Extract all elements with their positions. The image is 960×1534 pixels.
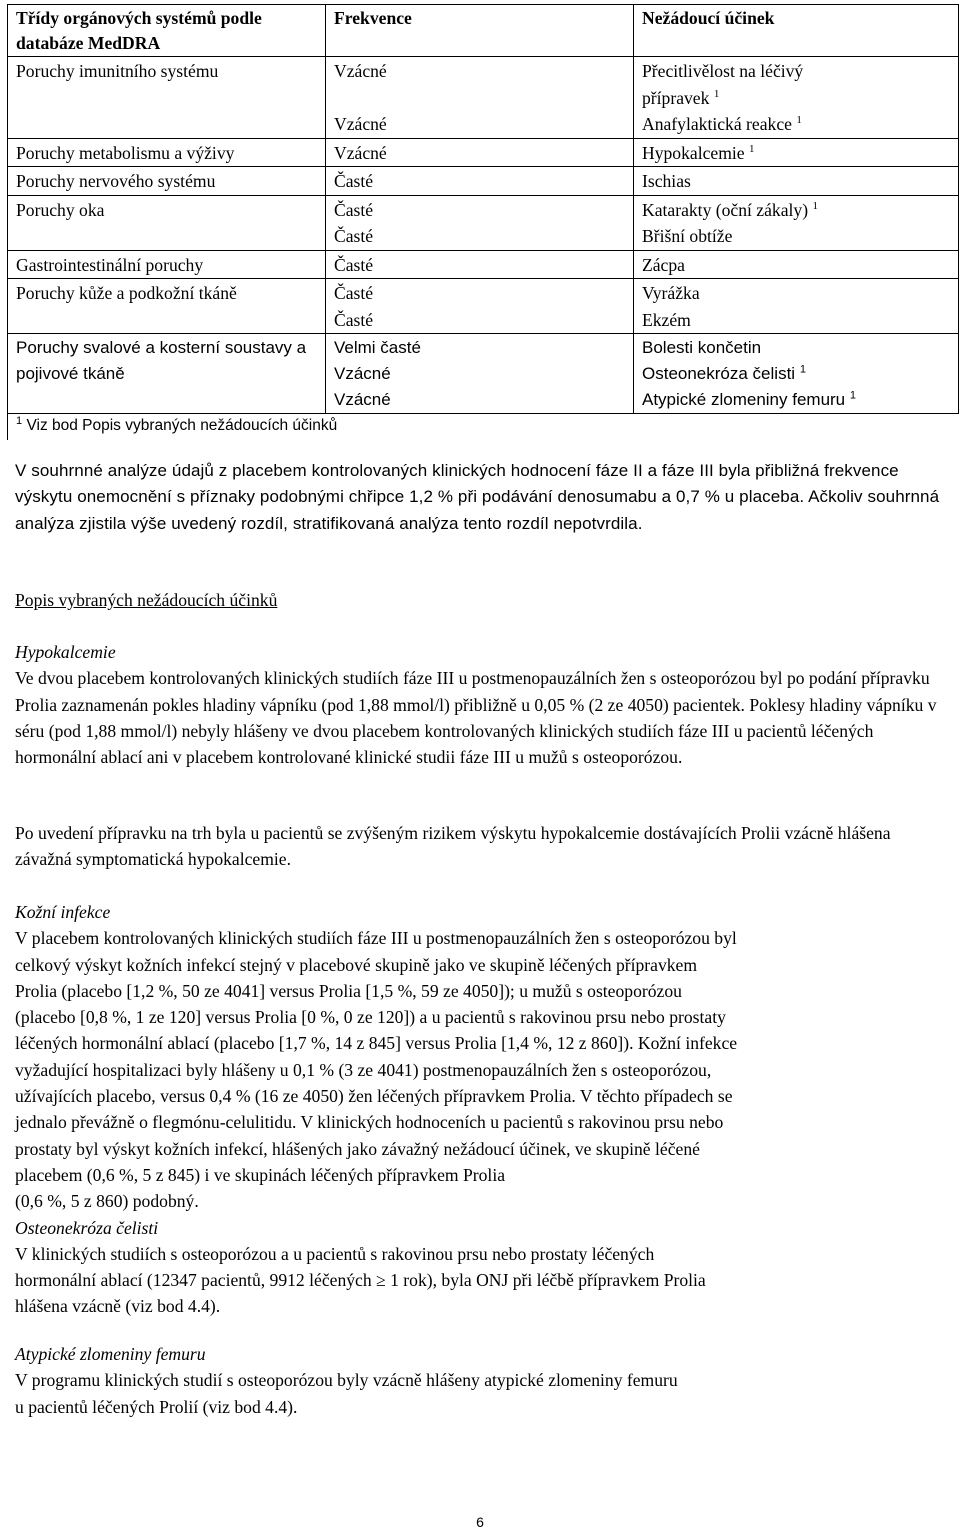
- onj-heading: Osteonekróza čelisti: [15, 1217, 159, 1238]
- section-title: [15, 587, 950, 613]
- frequency-cell: [326, 57, 634, 139]
- skin-line: jednalo převážně o flegmónu-celulitidu. V klinických hodnoceních u pacientů s rakovinou prsu nebo: [15, 1112, 724, 1133]
- page-number: 6: [476, 1514, 484, 1530]
- hypokalcemie-paragraph-2: Po uvedení přípravku na trh byla u pacientů se zvýšeným rizikem výskytu hypokalcemie dostávajících Prolii vzácně hlášena závažná symptomatická hypokalcemie.: [15, 823, 891, 870]
- effect-value: Atypické zlomeniny femuru $^1$: [642, 389, 856, 409]
- table-row: [8, 195, 959, 250]
- table-footnote-row: [8, 414, 959, 441]
- soc-cell: Poruchy oka: [8, 195, 326, 250]
- footnote-mark: 1: [812, 199, 818, 212]
- skin-line: prostaty byl výskyt kožních infekcí, hlášených jako závažný nežádoucí účinek, ve skupině léčené: [15, 1138, 700, 1159]
- atypical-fracture-line: V programu klinických studií s osteoporózou byly vzácně hlášeny atypické zlomeniny femuru: [15, 1370, 678, 1391]
- onj-line: hormonální ablací (12347 pacientů, 9912 léčených ≥ 1 rok), byla ONJ při léčbě přípravkem Prolia: [15, 1270, 706, 1291]
- skin-line: Prolia (placebo [1,2 %, 50 ze 4041] versus Prolia [1,5 %, 59 ze 4050]); u mužů s osteoporózou: [15, 980, 682, 1001]
- effect-cell: [634, 57, 959, 139]
- effect-value: Anafylaktická reakce $^1$: [642, 114, 802, 134]
- effect-value: Osteonekróza čelisti $^1$: [642, 363, 806, 383]
- effect-value: Bolesti končetin: [642, 338, 762, 357]
- table-footnote: $^1$ Viz bod Popis vybraných nežádoucích účinků: [8, 414, 634, 441]
- frequency-value: Vzácné: [334, 114, 387, 134]
- effect-value: Katarakty (oční zákaly) $^1$: [642, 199, 818, 220]
- effect-cell: Zácpa: [634, 250, 959, 279]
- skin-line: placebem (0,6 %, 5 z 845) i ve skupinách léčených přípravkem Prolia: [15, 1164, 506, 1185]
- header-soc: Třídy orgánových systémů podle databáze MedDRA: [8, 5, 326, 57]
- frequency-cell: [326, 195, 634, 250]
- effect-cell: Ischias: [634, 167, 959, 196]
- header-frequency: Frekvence: [326, 5, 634, 57]
- footnote-mark: 1: [799, 363, 806, 376]
- intro-paragraph: [15, 458, 950, 537]
- skin-line: celkový výskyt kožních infekcí stejný v placebové skupině jako ve skupině léčených přípravkem: [15, 954, 698, 975]
- effect-value: Přecitlivělost na léčivý: [642, 61, 804, 81]
- intro-text: V souhrnné analýze údajů z placebem kontrolovaných klinických hodnocení fáze II a fáze III byla přibližná frekvence výskytu onemocnění s příznaky podobnými chřipce 1,2 % při podávání denosumabu a 0,7 % u placeba. Ačkoliv souhrnná analýza zjistila výše uvedený rozdíl, stratifikovaná analýza tento rozdíl nepotvrdila.: [15, 461, 940, 533]
- table-footnote-blank: [634, 414, 959, 441]
- frequency-cell: [326, 279, 634, 334]
- frequency-value: Velmi časté: [334, 338, 421, 357]
- atypical-fracture-line: u pacientů léčených Prolií (viz bod 4.4).: [15, 1396, 298, 1417]
- adverse-reactions-table: [7, 4, 959, 440]
- table-row: [8, 334, 959, 414]
- onj-line: hlášena vzácně (viz bod 4.4).: [15, 1296, 221, 1317]
- footnote-mark: 1: [16, 414, 23, 427]
- effect-cell: [634, 334, 959, 414]
- frequency-value: Vzácné: [334, 364, 391, 383]
- frequency-value: Časté: [334, 309, 374, 330]
- section-title-text: Popis vybraných nežádoucích účinků: [15, 590, 278, 610]
- effect-cell: [634, 279, 959, 334]
- table-row: [8, 167, 959, 196]
- skin-infection-section: [15, 899, 950, 1320]
- soc-cell: Poruchy metabolismu a výživy: [8, 138, 326, 167]
- effect-cell: Hypokalcemie $^1$: [634, 138, 959, 167]
- soc-cell: Gastrointestinální poruchy: [8, 250, 326, 279]
- frequency-value: Časté: [334, 283, 374, 303]
- frequency-cell: Vzácné: [326, 138, 634, 167]
- effect-value: přípravek $^1$: [642, 87, 720, 108]
- soc-cell: Poruchy svalové a kosterní soustavy a pojivové tkáně: [8, 334, 326, 414]
- table-row: [8, 250, 959, 279]
- frequency-cell: Časté: [326, 167, 634, 196]
- frequency-value: [334, 85, 625, 112]
- footnote-mark: 1: [796, 114, 802, 127]
- frequency-value: Vzácné: [334, 390, 391, 409]
- skin-line: vyžadující hospitalizaci byly hlášeny u 0,1 % (3 ze 4041) postmenopauzálních žen s osteoporózou,: [15, 1059, 712, 1080]
- footnote-mark: 1: [749, 142, 755, 155]
- header-adverse-effect: Nežádoucí účinek: [634, 5, 959, 57]
- effect-cell: [634, 195, 959, 250]
- skin-infection-heading: Kožní infekce: [15, 902, 111, 922]
- effect-value: Ekzém: [642, 309, 691, 330]
- frequency-value: Vzácné: [334, 61, 387, 81]
- frequency-cell: [326, 334, 634, 414]
- frequency-cell: Časté: [326, 250, 634, 279]
- skin-line: léčených hormonální ablací (placebo [1,7 %, 14 z 845] versus Prolia [1,4 %, 12 z 860]). Kožní infekce: [15, 1033, 738, 1054]
- onj-line: V klinických studiích s osteoporózou a u pacientů s rakovinou prsu nebo prostaty léčených: [15, 1243, 655, 1264]
- atypical-fracture-section: [15, 1341, 950, 1420]
- table-header-row: [8, 5, 959, 57]
- soc-cell: Poruchy nervového systému: [8, 167, 326, 196]
- hypokalcemie-paragraph-2-block: [15, 820, 950, 873]
- soc-cell: Poruchy kůže a podkožní tkáně: [8, 279, 326, 334]
- skin-line: (placebo [0,8 %, 1 ze 120] versus Prolia [0 %, 0 ze 120]) a u pacientů s rakovinou prsu nebo prostaty: [15, 1007, 726, 1028]
- effect-value: Vyrážka: [642, 283, 700, 303]
- table-row: [8, 279, 959, 334]
- table-row: [8, 57, 959, 139]
- soc-cell: Poruchy imunitního systému: [8, 57, 326, 139]
- hypokalcemie-paragraph-1: Ve dvou placebem kontrolovaných klinických studiích fáze III u postmenopauzálních žen s osteoporózou byl po podání přípravku Prolia zaznamenán pokles hladiny vápníku (pod 1,88 mmol/l) přibližně u 0,05 % (2 ze 4050) pacientek. Poklesy hladiny vápníku v séru (pod 1,88 mmol/l) nebyly hlášeny ve dvou placebem kontrolovaných klinických studiích fáze III u pacientů léčených hormonální ablací ani v placebem kontrolované klinické studii fáze III u mužů s osteoporózou.: [15, 668, 937, 768]
- table-row: [8, 138, 959, 167]
- hypokalcemie-section: [15, 639, 950, 770]
- frequency-value: Časté: [334, 199, 374, 220]
- effect-value: Břišní obtíže: [642, 226, 733, 246]
- footnote-mark: 1: [849, 389, 856, 402]
- footnote-mark: 1: [713, 87, 720, 100]
- skin-line: V placebem kontrolovaných klinických studiích fáze III u postmenopauzálních žen s osteoporózou byl: [15, 928, 737, 949]
- frequency-value: Časté: [334, 226, 374, 246]
- skin-line: užívajících placebo, versus 0,4 % (16 ze 4050) žen léčených přípravkem Prolia. V těchto případech se: [15, 1086, 733, 1107]
- skin-line: (0,6 %, 5 z 860) podobný.: [15, 1191, 199, 1212]
- hypokalcemie-heading: Hypokalcemie: [15, 642, 116, 662]
- atypical-fracture-heading: Atypické zlomeniny femuru: [15, 1344, 206, 1364]
